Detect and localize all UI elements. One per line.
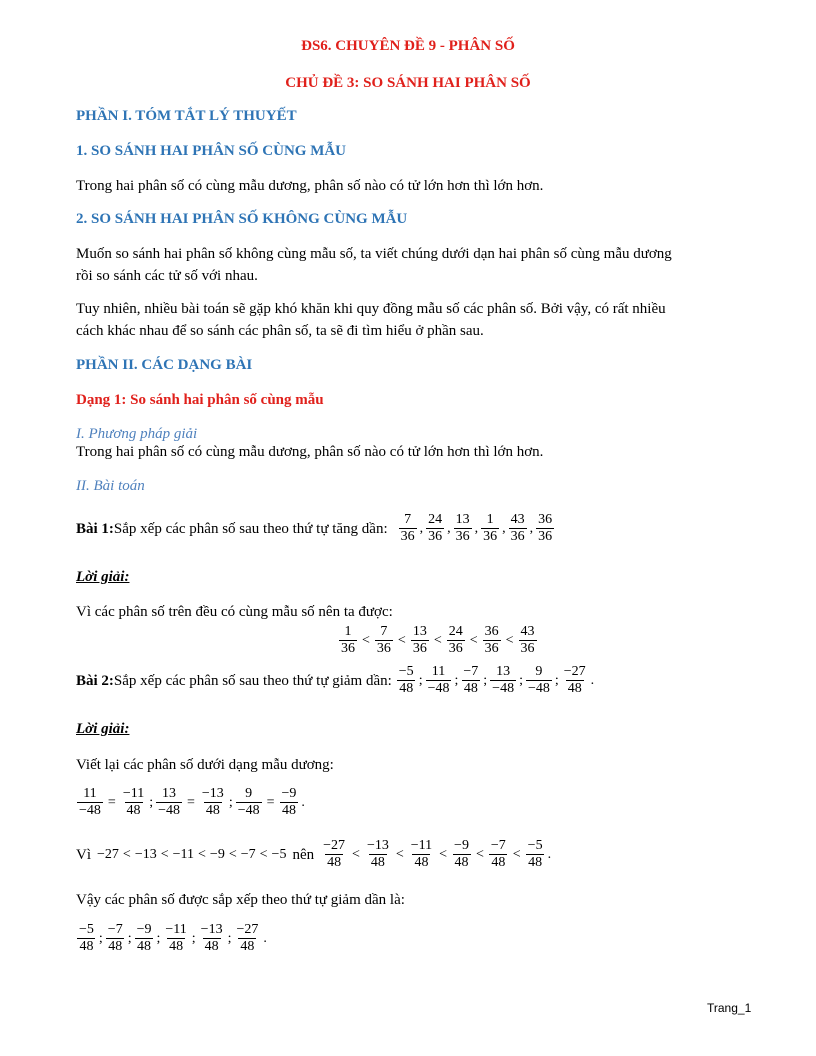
math-symbol: ; (149, 794, 154, 810)
denominator: 48 (281, 803, 296, 818)
numerator: 43 (510, 512, 525, 527)
fraction (489, 838, 508, 871)
fraction (426, 512, 444, 545)
integer-value: −9 (209, 846, 225, 862)
denominator: 48 (370, 855, 385, 870)
fraction (509, 512, 527, 545)
numerator: 7 (404, 512, 412, 527)
math-symbol: = (187, 794, 195, 810)
bai1-statement (76, 512, 555, 545)
denominator: 36 (412, 641, 427, 656)
fraction (121, 786, 146, 819)
fraction (447, 624, 465, 657)
fraction (452, 838, 471, 871)
fraction (236, 786, 262, 819)
math-symbol: , (529, 520, 534, 536)
numerator: 11 (83, 786, 97, 801)
dang1-heading: Dạng 1: So sánh hai phân số cùng mẫu (76, 392, 324, 408)
numerator: −9 (281, 786, 297, 801)
fraction (280, 786, 299, 819)
denominator: 48 (204, 939, 219, 954)
problems-heading: II. Bài toán (76, 478, 145, 494)
denominator: 48 (327, 855, 342, 870)
document-title: ĐS6. CHUYÊN ĐỀ 9 - PHÂN SỐ (301, 38, 515, 54)
numerator: −5 (527, 838, 543, 853)
fraction (454, 512, 472, 545)
bai2-comparison-line (76, 838, 553, 871)
section1-text: Trong hai phân số có cùng mẫu dương, phân số nào có tử lớn hơn thì lớn hơn. (76, 178, 544, 194)
math-symbol: < (469, 632, 478, 648)
numerator: 43 (520, 624, 535, 639)
math-symbol: . (590, 672, 595, 688)
numerator: −9 (454, 838, 469, 853)
math-symbol: < (228, 846, 237, 862)
math-symbol: ; (156, 930, 161, 946)
math-symbol: . (547, 846, 552, 862)
numerator: 9 (535, 664, 543, 679)
fraction (490, 664, 516, 697)
math-symbol: ; (127, 930, 132, 946)
bai1-ordered-chain (338, 624, 538, 657)
fraction (399, 512, 417, 545)
numerator: −11 (165, 922, 187, 937)
denominator: 48 (169, 939, 184, 954)
method-heading: I. Phương pháp giải (76, 426, 198, 442)
numerator: 13 (496, 664, 511, 679)
denominator: −48 (158, 803, 180, 818)
math-symbol: < (505, 632, 514, 648)
fraction (200, 786, 226, 819)
denominator: 36 (400, 529, 415, 544)
denominator: 36 (428, 529, 443, 544)
numerator: −27 (236, 922, 259, 937)
numerator: −13 (366, 838, 389, 853)
math-symbol: < (512, 846, 521, 862)
bai1-label: Bài 1: (76, 520, 114, 537)
numerator: −13 (201, 786, 224, 801)
bai2-solution-label: Lời giải: (76, 721, 130, 737)
nen-word: nên (292, 846, 315, 863)
bai1-solution-label: Lời giải: (76, 569, 130, 585)
math-symbol: < (475, 846, 484, 862)
integer-value: −13 (134, 846, 157, 862)
denominator: 36 (538, 529, 553, 544)
denominator: −48 (492, 681, 515, 696)
denominator: 36 (341, 641, 355, 656)
fraction (536, 512, 554, 545)
bai2-label: Bài 2: (76, 672, 114, 689)
denominator: 48 (205, 803, 220, 818)
numerator: −9 (136, 922, 152, 937)
math-symbol: < (198, 846, 206, 862)
numerator: −7 (463, 664, 479, 679)
fraction (519, 624, 537, 657)
math-symbol: < (259, 846, 268, 862)
denominator: −48 (427, 681, 450, 696)
math-symbol: < (395, 846, 404, 862)
fraction (77, 922, 96, 955)
page-number: Trang_1 (707, 1001, 752, 1015)
fraction (461, 664, 480, 697)
math-symbol: < (439, 846, 448, 862)
math-symbol: . (263, 930, 267, 946)
math-symbol: ; (228, 794, 233, 810)
math-symbol: < (397, 632, 406, 648)
math-symbol: ; (483, 672, 488, 688)
math-symbol: < (160, 846, 169, 862)
fraction (483, 624, 501, 657)
math-symbol: , (502, 520, 506, 536)
integer-chain (97, 844, 286, 866)
numerator: −27 (323, 838, 346, 853)
numerator: −7 (107, 922, 123, 937)
fraction (365, 838, 391, 871)
denominator: 36 (376, 641, 391, 656)
math-symbol: = (266, 794, 275, 810)
numerator: 1 (486, 512, 494, 527)
integer-value: −7 (240, 846, 256, 862)
integer-value: −11 (172, 846, 195, 862)
part1-heading: PHẦN I. TÓM TẮT LÝ THUYẾT (76, 108, 297, 124)
math-symbol: ; (454, 672, 459, 688)
bai2-rewrite-equations (76, 786, 307, 819)
math-symbol: ; (227, 930, 232, 946)
fraction (77, 786, 103, 819)
numerator: 1 (344, 624, 352, 639)
denominator: 48 (79, 939, 94, 954)
denominator: 48 (567, 681, 582, 696)
fraction (163, 922, 188, 955)
fraction-chain (320, 838, 553, 871)
denominator: 36 (448, 641, 463, 656)
math-symbol: ; (418, 672, 423, 688)
math-symbol: < (433, 632, 442, 648)
numerator: −13 (200, 922, 223, 937)
denominator: 36 (520, 641, 535, 656)
fraction (339, 624, 357, 657)
denominator: 48 (528, 855, 543, 870)
fraction (135, 922, 154, 955)
bai1-solution-text: Vì các phân số trên đều có cùng mẫu số nên ta được: (76, 604, 393, 620)
numerator: −7 (490, 838, 506, 853)
bai1-fraction-list (398, 512, 556, 545)
denominator: 48 (454, 855, 469, 870)
numerator: −11 (122, 786, 145, 801)
denominator: 48 (399, 681, 414, 696)
denominator: 48 (137, 939, 152, 954)
math-symbol: = (107, 794, 116, 810)
numerator: 36 (484, 624, 499, 639)
section1-heading: 1. SO SÁNH HAI PHÂN SỐ CÙNG MẪU (76, 143, 347, 159)
bai2-statement (76, 664, 596, 697)
denominator: 36 (483, 529, 498, 544)
fraction (199, 922, 225, 955)
section2-text1: Muốn so sánh hai phân số không cùng mẫu số, ta viết chúng dưới dạn hai phân số cùng mẫu dương rồi so sánh các tử số với nhau. (76, 246, 672, 284)
numerator: −11 (410, 838, 433, 853)
math-symbol: < (122, 846, 131, 862)
denominator: −48 (527, 681, 550, 696)
vi-word: Vì (76, 846, 91, 863)
denominator: 48 (240, 939, 255, 954)
denominator: 48 (414, 855, 429, 870)
fraction (321, 838, 347, 871)
denominator: 48 (463, 681, 478, 696)
fraction (426, 664, 452, 697)
fraction (562, 664, 588, 697)
fraction (481, 512, 499, 545)
fraction (234, 922, 260, 955)
numerator: 36 (538, 512, 553, 527)
numerator: −27 (563, 664, 586, 679)
numerator: 24 (448, 624, 463, 639)
denominator: −48 (79, 803, 101, 818)
numerator: 13 (412, 624, 427, 639)
denominator: 48 (491, 855, 506, 870)
bai1-text: Sắp xếp các phân số sau theo thứ tự tăng dần: (113, 520, 388, 537)
math-symbol: , (474, 520, 479, 536)
denominator: 48 (126, 803, 141, 818)
denominator: 36 (455, 529, 470, 544)
math-symbol: ; (191, 930, 196, 946)
fraction (156, 786, 182, 819)
fraction (106, 922, 125, 955)
math-symbol: . (301, 794, 305, 810)
fraction (526, 664, 552, 697)
math-symbol: < (362, 632, 370, 648)
numerator: 13 (162, 786, 177, 801)
part2-heading: PHẦN II. CÁC DẠNG BÀI (76, 357, 253, 373)
math-symbol: ; (519, 672, 523, 688)
fraction (526, 838, 545, 871)
bai2-fraction-list (396, 664, 596, 697)
math-symbol: ; (98, 930, 103, 946)
math-symbol: , (419, 520, 424, 536)
numerator: 11 (431, 664, 446, 679)
numerator: 9 (245, 786, 253, 801)
denominator: 36 (484, 641, 499, 656)
denominator: 36 (510, 529, 525, 544)
denominator: −48 (237, 803, 260, 818)
bai2-final-order (76, 922, 269, 955)
numerator: −5 (398, 664, 414, 679)
denominator: 48 (108, 939, 123, 954)
bai2-conclusion-text: Vậy các phân số được sắp xếp theo thứ tự giảm dần là: (76, 892, 405, 908)
numerator: 24 (428, 512, 443, 527)
fraction (411, 624, 429, 657)
fraction (397, 664, 416, 697)
math-symbol: < (352, 846, 360, 862)
integer-value: −27 (97, 846, 119, 862)
fraction (409, 838, 434, 871)
numerator: 7 (380, 624, 388, 639)
bai2-text: Sắp xếp các phân số sau theo thứ tự giảm dần: (113, 672, 392, 689)
integer-value: −5 (271, 846, 287, 862)
numerator: −5 (79, 922, 94, 937)
math-symbol: ; (554, 672, 559, 688)
bai2-rewrite-text: Viết lại các phân số dưới dạng mẫu dương: (76, 757, 334, 773)
document-subtitle: CHỦ ĐỀ 3: SO SÁNH HAI PHÂN SỐ (285, 75, 531, 91)
fraction (375, 624, 393, 657)
section2-heading: 2. SO SÁNH HAI PHÂN SỐ KHÔNG CÙNG MẪU (76, 211, 408, 227)
math-symbol: , (447, 520, 451, 536)
section2-text2: Tuy nhiên, nhiều bài toán sẽ gặp khó khăn khi quy đồng mẫu số các phân số. Bởi vậy, có rất nhiều cách khác nhau để so sánh các phân số, ta sẽ đi tìm hiểu ở phần sau. (76, 301, 666, 339)
method-text: Trong hai phân số có cùng mẫu dương, phân số nào có tử lớn hơn thì lớn hơn. (76, 444, 544, 460)
numerator: 13 (455, 512, 470, 527)
